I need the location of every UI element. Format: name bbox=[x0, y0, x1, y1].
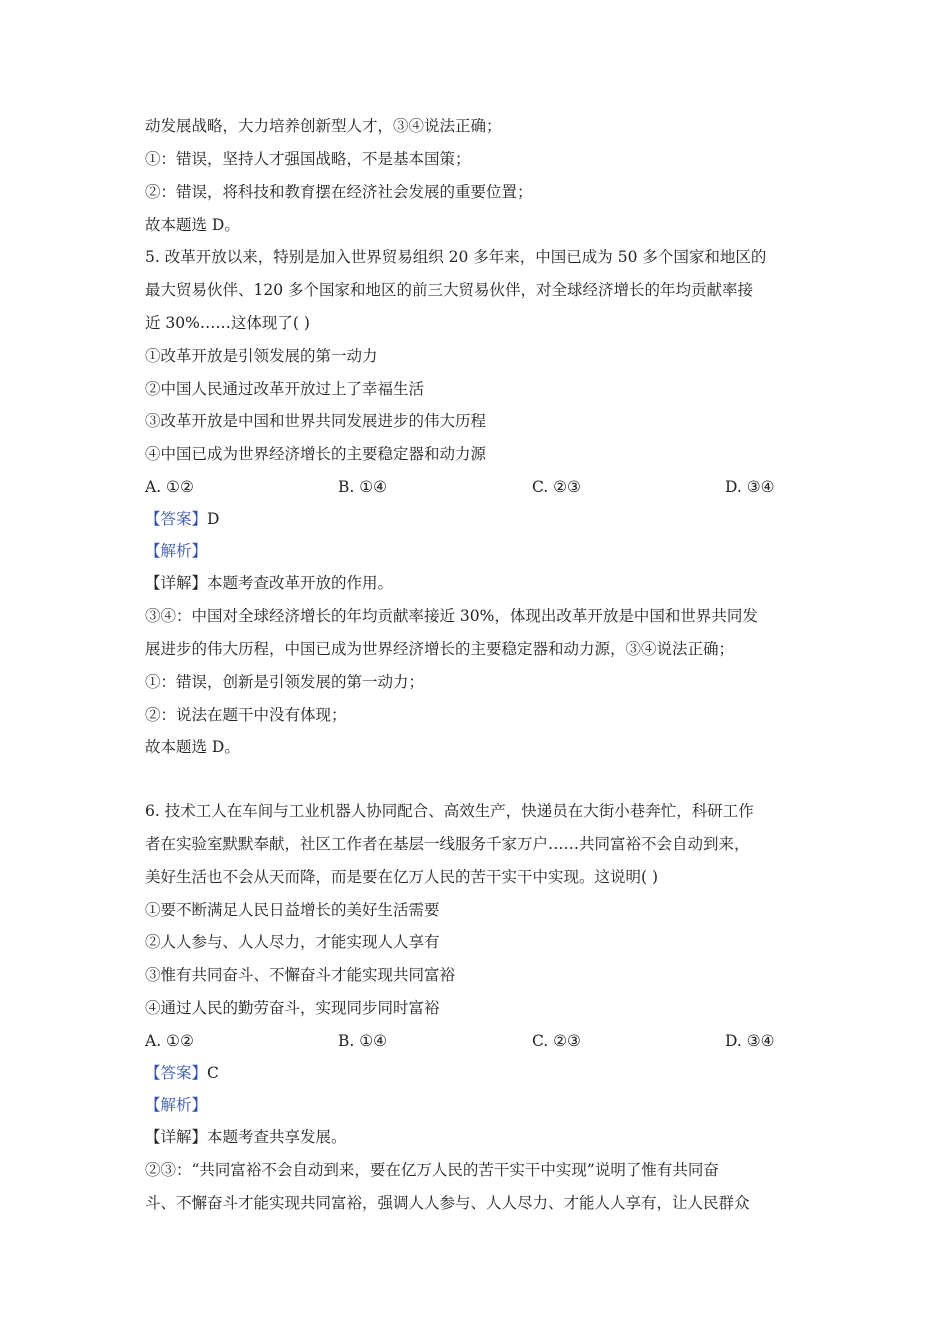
option-b: B. ①④ bbox=[338, 478, 388, 496]
statement: ①改革开放是引领发展的第一动力 bbox=[145, 347, 378, 365]
answer-line bbox=[145, 508, 219, 530]
analysis-tag: 【解析】 bbox=[145, 542, 208, 560]
option-d: D. ③④ bbox=[725, 1032, 775, 1050]
detail-text: 本题考查改革开放的作用。 bbox=[207, 574, 394, 592]
text-line: 故本题选 D。 bbox=[145, 216, 240, 234]
statement: ②中国人民通过改革开放过上了幸福生活 bbox=[145, 380, 425, 398]
detail-tag: 【详解】 bbox=[145, 1128, 208, 1146]
answer-tag: 【答案】 bbox=[145, 510, 208, 528]
statement: ③改革开放是中国和世界共同发展进步的伟大历程 bbox=[145, 412, 487, 430]
detail-line bbox=[145, 1126, 347, 1148]
option-a: A. ①② bbox=[145, 1032, 194, 1050]
explanation-line: ②：说法在题干中没有体现； bbox=[145, 706, 347, 724]
text-line: ②：错误，将科技和教育摆在经济社会发展的重要位置； bbox=[145, 183, 533, 201]
answer-line bbox=[145, 1062, 219, 1084]
answer-value: D bbox=[207, 510, 220, 528]
question-6-stem: 者在实验室默默奉献，社区工作者在基层一线服务千家万户……共同富裕不会自动到来， bbox=[145, 835, 750, 853]
analysis-tag: 【解析】 bbox=[145, 1096, 208, 1114]
text-line: 动发展战略，大力培养创新型人才，③④说法正确； bbox=[145, 117, 502, 135]
option-a: A. ①② bbox=[145, 478, 194, 496]
statement: ④通过人民的勤劳奋斗，实现同步同时富裕 bbox=[145, 999, 440, 1017]
question-5-stem: 最大贸易伙伴、120 多个国家和地区的前三大贸易伙伴，对全球经济增长的年均贡献率接 bbox=[145, 281, 754, 299]
detail-text: 本题考查共享发展。 bbox=[207, 1128, 347, 1146]
statement: ③惟有共同奋斗、不懈奋斗才能实现共同富裕 bbox=[145, 966, 456, 984]
explanation-line: ①：错误，创新是引领发展的第一动力； bbox=[145, 673, 425, 691]
question-6-stem: 6. 技术工人在车间与工业机器人协同配合、高效生产，快递员在大街小巷奔忙，科研工作 bbox=[145, 802, 754, 820]
statement: ②人人参与、人人尽力，才能实现人人享有 bbox=[145, 933, 440, 951]
detail-line bbox=[145, 572, 393, 594]
explanation-line: 展进步的伟大历程，中国已成为世界经济增长的主要稳定器和动力源，③④说法正确； bbox=[145, 640, 735, 658]
option-b: B. ①④ bbox=[338, 1032, 388, 1050]
analysis-line bbox=[145, 540, 207, 562]
option-d: D. ③④ bbox=[725, 478, 775, 496]
answer-tag: 【答案】 bbox=[145, 1064, 208, 1082]
answer-value: C bbox=[207, 1064, 219, 1082]
explanation-line: ②③：“共同富裕不会自动到来，要在亿万人民的苦干实干中实现”说明了惟有共同奋 bbox=[145, 1161, 719, 1179]
question-6-stem: 美好生活也不会从天而降，而是要在亿万人民的苦干实干中实现。这说明( ) bbox=[145, 868, 659, 886]
question-5-stem: 5. 改革开放以来，特别是加入世界贸易组织 20 多年来，中国已成为 50 多个国家和地区的 bbox=[145, 248, 767, 266]
analysis-line bbox=[145, 1094, 207, 1116]
statement: ④中国已成为世界经济增长的主要稳定器和动力源 bbox=[145, 445, 487, 463]
explanation-line: 斗、不懈奋斗才能实现共同富裕，强调人人参与、人人尽力、才能人人享有，让人民群众 bbox=[145, 1194, 750, 1212]
statement: ①要不断满足人民日益增长的美好生活需要 bbox=[145, 901, 440, 919]
explanation-line: 故本题选 D。 bbox=[145, 738, 240, 756]
option-c: C. ②③ bbox=[532, 478, 581, 496]
detail-tag: 【详解】 bbox=[145, 574, 208, 592]
explanation-line: ③④：中国对全球经济增长的年均贡献率接近 30%，体现出改革开放是中国和世界共同发 bbox=[145, 607, 758, 625]
question-5-stem: 近 30%……这体现了( ) bbox=[145, 314, 310, 332]
option-c: C. ②③ bbox=[532, 1032, 581, 1050]
text-line: ①：错误，坚持人才强国战略，不是基本国策； bbox=[145, 150, 471, 168]
